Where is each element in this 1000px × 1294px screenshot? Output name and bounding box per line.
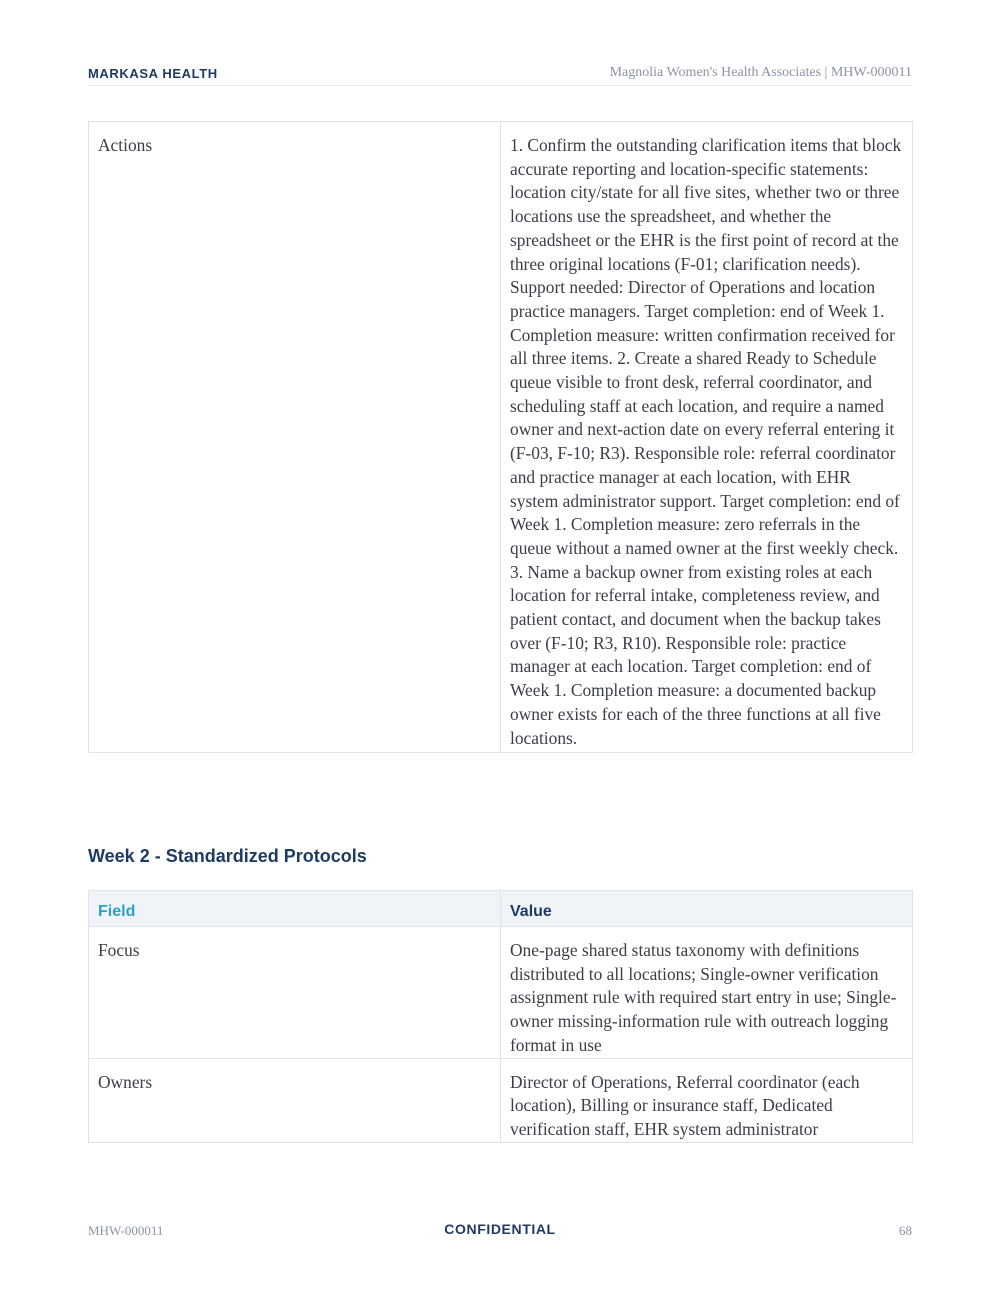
table-row — [89, 122, 913, 753]
confidential-label: CONFIDENTIAL — [444, 1221, 556, 1237]
section-heading: Week 2 - Standardized Protocols — [88, 846, 367, 866]
page-footer — [88, 1221, 912, 1241]
value-cell: 1. Confirm the outstanding clarification items that block accurate reporting and location-specific statements: location city/state for all five sites, whether two or three locations use the spreadsheet, and whether the spreadsheet or the EHR is the first point of record at the three original locations (F-01; clarification needs). Support needed: Director of Operations and location practice managers. Target completion: end of Week 1. Completion measure: written confirmation received for all three items. 2. Create a shared Ready to Schedule queue visible to front desk, referral coordinator, and scheduling staff at each location, and require a named owner and next-action date on every referral entering it (F-03, F-10; R3). Responsible role: referral coordinator and practice manager at each location, with EHR system administrator support. Target completion: end of Week 1. Completion measure: zero referrals in the queue without a named owner at the first weekly check. 3. Name a backup owner from existing roles at each location for referral intake, completeness review, and patient contact, and document when the backup takes over (F-10; R3, R10). Responsible role: practice manager at each location. Target completion: end of Week 1. Completion measure: a documented backup owner exists for each of the three functions at all five locations. — [501, 122, 913, 753]
column-header-value: Value — [501, 891, 913, 927]
table-row — [89, 1058, 913, 1142]
value-cell: One-page shared status taxonomy with definitions distributed to all locations; Single-owner verification assignment rule with required start entry in use; Single-owner missing-information rule with outreach logging format in use — [501, 927, 913, 1059]
footer-document-id: MHW-000011 — [88, 1223, 164, 1238]
field-cell: Actions — [89, 122, 501, 753]
page-header — [88, 63, 912, 86]
page-number: 68 — [899, 1223, 912, 1238]
table-header-row — [89, 891, 913, 927]
value-cell: Director of Operations, Referral coordinator (each location), Billing or insurance staff, Dedicated verification staff, EHR system administrator — [501, 1058, 913, 1142]
brand-name: MARKASA HEALTH — [88, 66, 218, 81]
header-document-meta: Magnolia Women's Health Associates | MHW-000011 — [609, 65, 912, 80]
field-cell: Owners — [89, 1058, 501, 1142]
table-row — [89, 927, 913, 1059]
protocols-table — [88, 890, 913, 1143]
actions-table — [88, 121, 913, 753]
column-header-field: Field — [89, 891, 501, 927]
field-cell: Focus — [89, 927, 501, 1059]
